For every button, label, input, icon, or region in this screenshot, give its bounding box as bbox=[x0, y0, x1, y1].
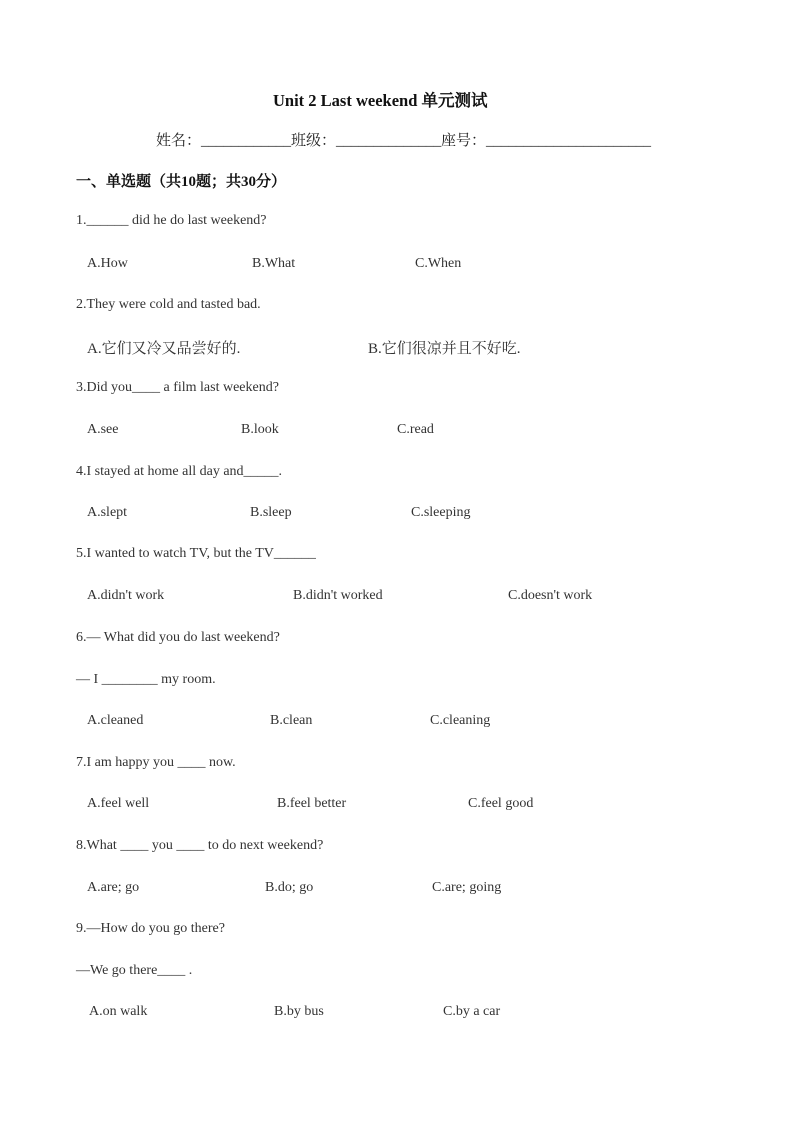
option-a[interactable]: A.are; go bbox=[87, 880, 140, 895]
option-a[interactable]: A.slept bbox=[87, 505, 128, 520]
option-a[interactable]: A.cleaned bbox=[87, 713, 144, 728]
option-a[interactable]: A.on walk bbox=[89, 1004, 148, 1019]
option-b[interactable]: B.by bus bbox=[274, 1004, 324, 1019]
option-b[interactable]: B.feel better bbox=[277, 796, 347, 811]
option-b[interactable]: B.do; go bbox=[265, 880, 314, 895]
question-stem: 7.I am happy you ____ now. bbox=[76, 755, 236, 770]
question-stem: 8.What ____ you ____ to do next weekend? bbox=[76, 838, 324, 853]
question-stem-line-2: —We go there____ . bbox=[76, 963, 193, 978]
option-a[interactable]: A.How bbox=[87, 256, 128, 271]
page-title: Unit 2 Last weekend 单元测试 bbox=[273, 91, 488, 110]
option-b[interactable]: B.look bbox=[241, 422, 279, 437]
option-c[interactable]: C.are; going bbox=[432, 880, 502, 895]
option-c[interactable]: C.read bbox=[397, 422, 434, 437]
option-a[interactable]: A.see bbox=[87, 422, 119, 437]
student-info-line: 姓名：____________班级：______________座号：______________________ bbox=[156, 133, 652, 149]
question-stem: 1.______ did he do last weekend? bbox=[76, 213, 267, 228]
option-c[interactable]: C.cleaning bbox=[430, 713, 491, 728]
option-b[interactable]: B.sleep bbox=[250, 505, 292, 520]
option-b[interactable]: B.它们很凉并且不好吃. bbox=[368, 341, 521, 357]
option-a[interactable]: A.feel well bbox=[87, 796, 150, 811]
question-stem: 9.—How do you go there? bbox=[76, 921, 225, 936]
option-c[interactable]: C.by a car bbox=[443, 1004, 501, 1019]
section-heading: 一、单选题（共10题；共30分） bbox=[76, 174, 287, 190]
option-a[interactable]: A.它们又冷又品尝好的. bbox=[87, 341, 241, 357]
option-b[interactable]: B.didn't worked bbox=[293, 588, 383, 603]
question-stem: 3.Did you____ a film last weekend? bbox=[76, 380, 279, 395]
question-stem-line-2: — I ________ my room. bbox=[76, 672, 216, 687]
option-c[interactable]: C.doesn't work bbox=[508, 588, 593, 603]
option-c[interactable]: C.feel good bbox=[468, 796, 534, 811]
question-stem: 4.I stayed at home all day and_____. bbox=[76, 464, 283, 479]
option-c[interactable]: C.sleeping bbox=[411, 505, 471, 520]
option-b[interactable]: B.clean bbox=[270, 713, 313, 728]
question-stem: 6.— What did you do last weekend? bbox=[76, 630, 280, 645]
option-a[interactable]: A.didn't work bbox=[87, 588, 165, 603]
question-stem: 2.They were cold and tasted bad. bbox=[76, 297, 261, 312]
question-stem: 5.I wanted to watch TV, but the TV______ bbox=[76, 546, 316, 561]
option-c[interactable]: C.When bbox=[415, 256, 462, 271]
option-b[interactable]: B.What bbox=[252, 256, 296, 271]
